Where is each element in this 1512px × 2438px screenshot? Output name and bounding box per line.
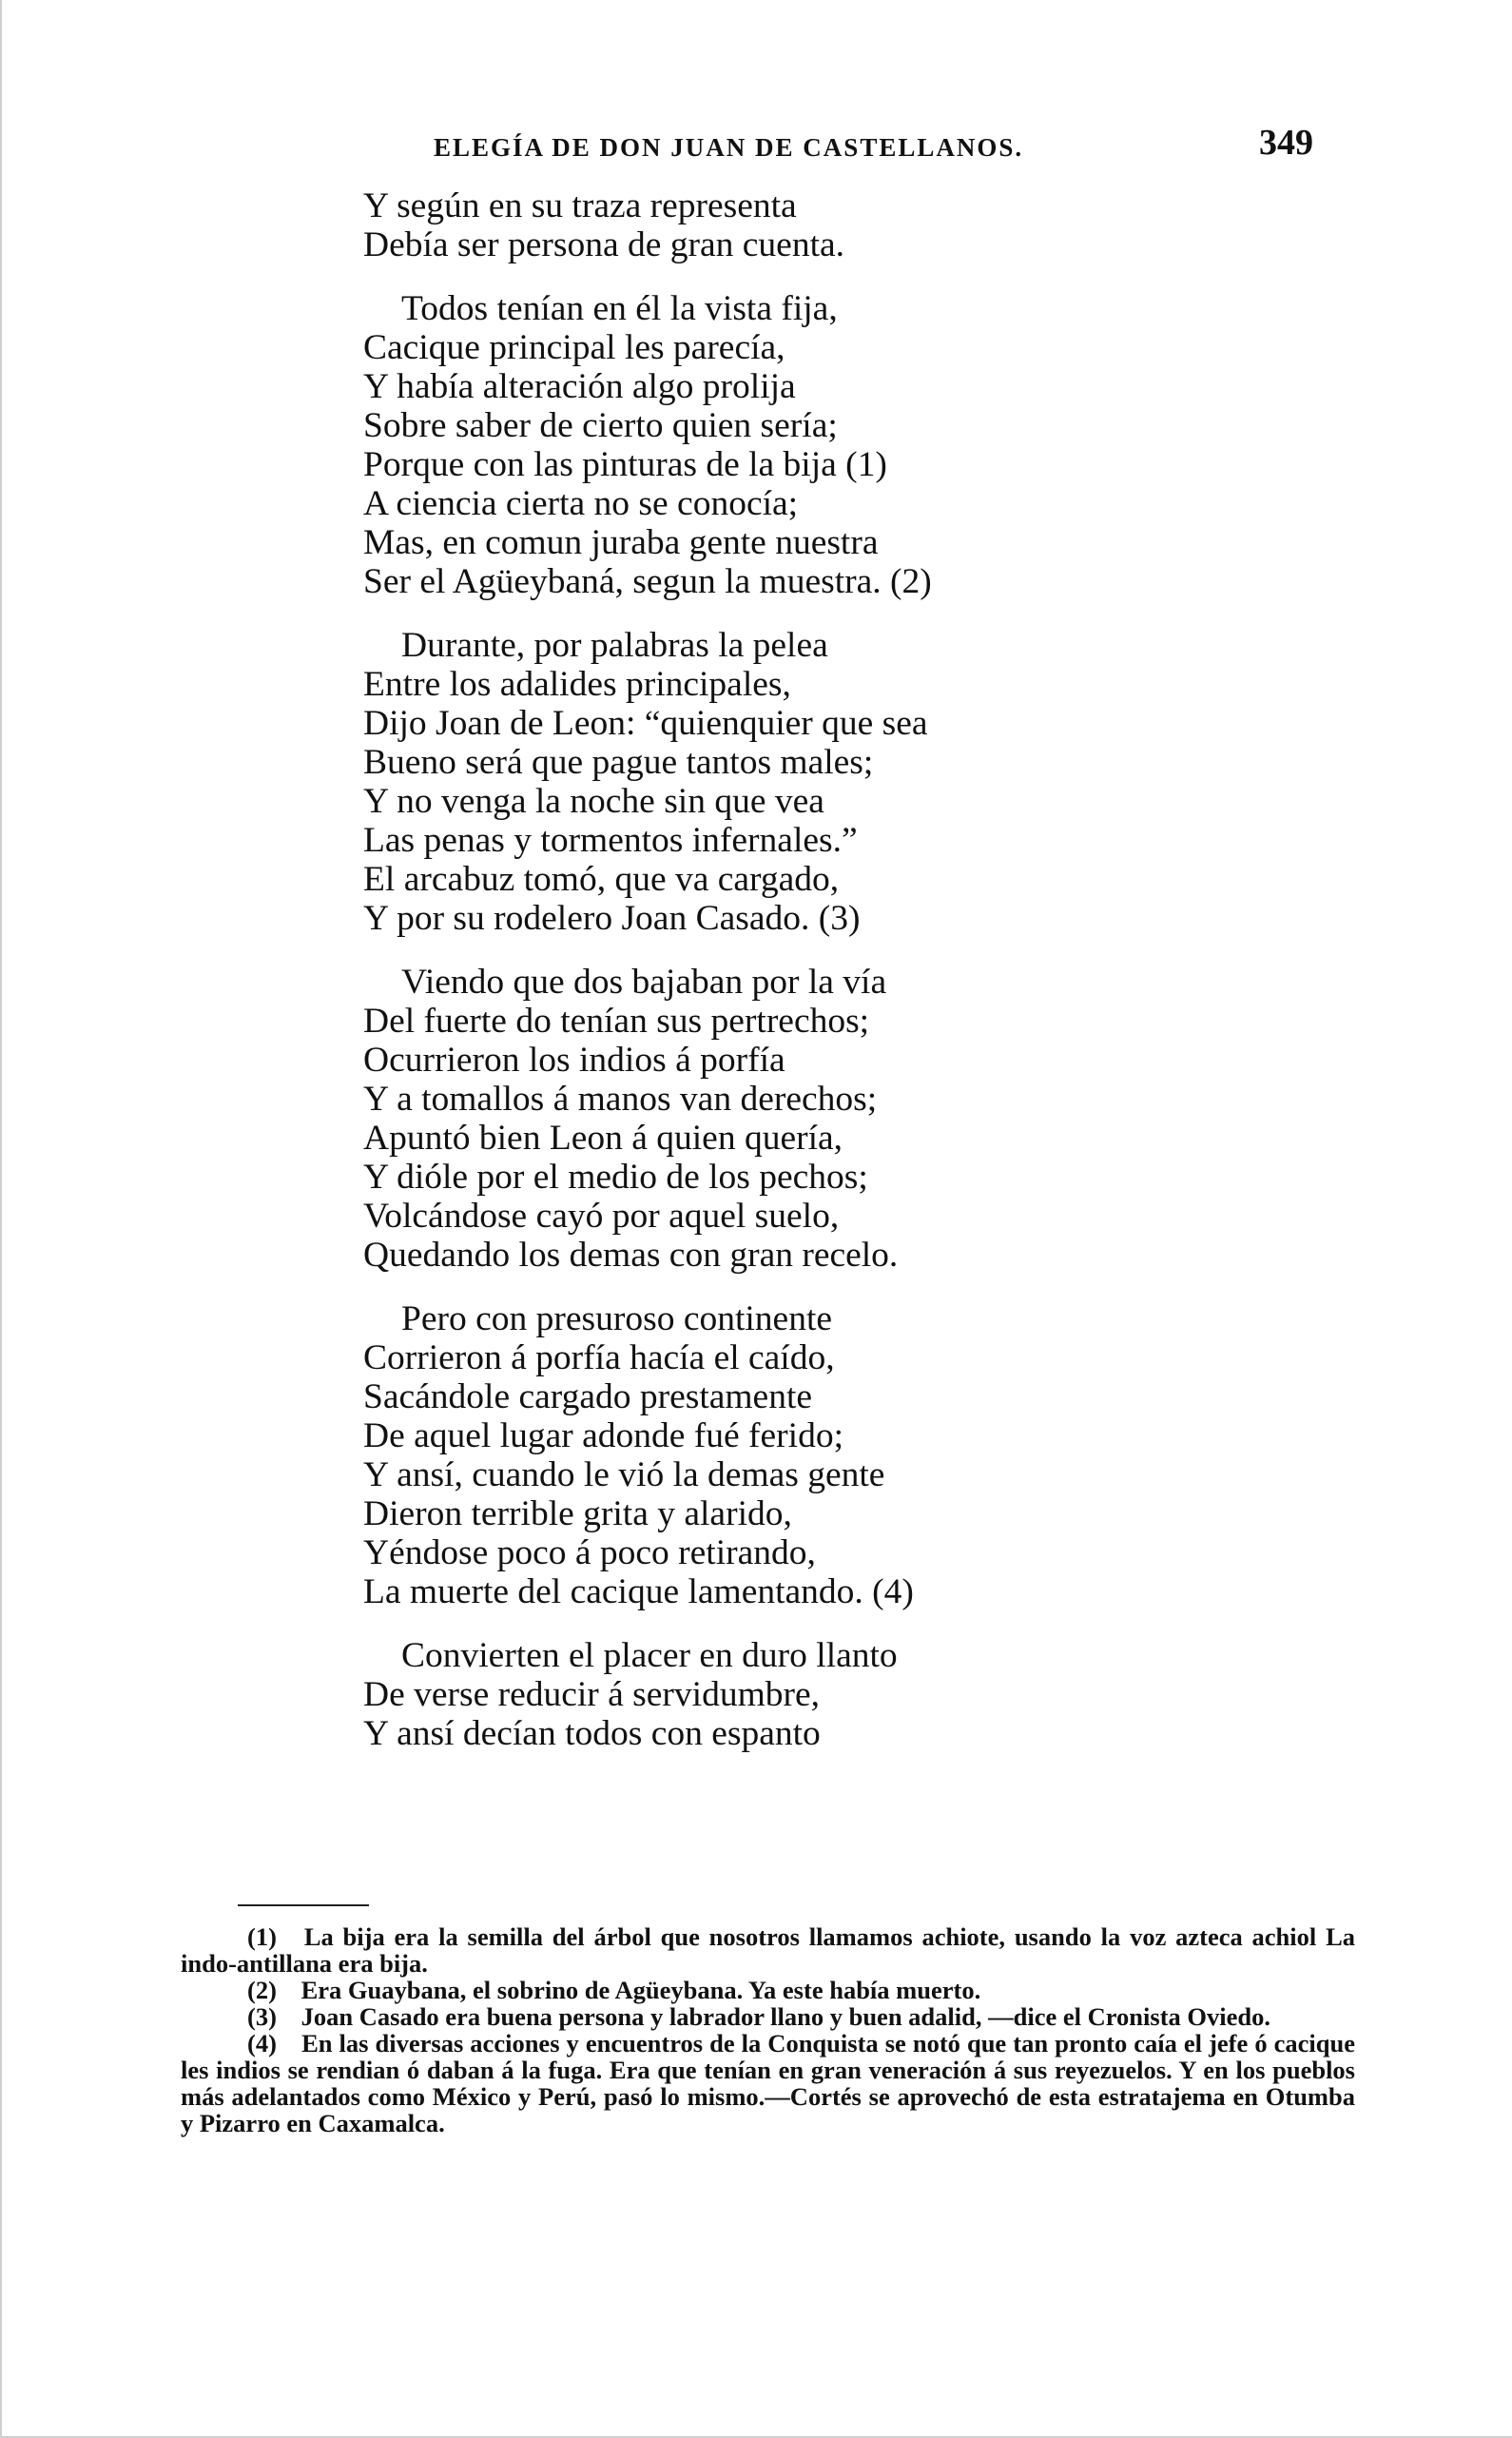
footnote <box>181 2030 1355 2136</box>
verse-line: Y había alteración algo prolija <box>363 367 796 406</box>
verse-line: Quedando los demas con gran recelo. <box>363 1236 899 1275</box>
verse-line: Yéndose poco á poco retirando, <box>363 1533 816 1572</box>
verse-line: Y ansí decían todos con espanto <box>363 1714 821 1753</box>
verse-line: Y no venga la noche sin que vea <box>363 782 824 821</box>
footnote-text: Era Guaybana, el sobrino de Agüeybana. Ya este había muerto. <box>300 1976 981 2004</box>
stanza <box>363 289 1352 601</box>
verse-line: Y por su rodelero Joan Casado. (3) <box>363 899 861 938</box>
running-title: ELEGÍA DE DON JUAN DE CASTELLANOS. <box>434 133 1024 162</box>
footnote-marker: (2) <box>247 1976 277 2004</box>
footnote-text: En las diversas acciones y encuentros de la Conquista se notó que tan pronto caía el jefe ó cacique les indios se rendian ó daban á la fuga. Era que tenían en gran veneración á sus reyezuelos. Y en los pueblos más adelantados como México y Perú, pasó lo mismo.—Cortés se aprovechó de esta estratajema en Otumba y Pizarro en Caxamalca. <box>181 2029 1356 2137</box>
verse-line: Ser el Agüeybaná, segun la muestra. (2) <box>363 562 932 601</box>
poem-body <box>363 186 1352 1778</box>
verse-line: Corrieron á porfía hacía el caído, <box>363 1338 835 1377</box>
verse-line: Todos tenían en él la vista fija, <box>401 289 838 328</box>
stanza <box>363 963 1352 1275</box>
footnote-divider <box>238 1904 369 1906</box>
verse-line: Y a tomallos á manos van derechos; <box>363 1080 878 1119</box>
footnote <box>181 2003 1355 2030</box>
footnote <box>181 1923 1355 1977</box>
footnotes <box>181 1923 1355 2136</box>
page-number: 349 <box>1259 123 1313 163</box>
verse-line: Porque con las pinturas de la bija (1) <box>363 445 887 484</box>
verse-line: De aquel lugar adonde fué ferido; <box>363 1416 843 1455</box>
stanza <box>363 186 1352 264</box>
verse-line: Apuntó bien Leon á quien quería, <box>363 1119 843 1158</box>
verse-line: Cacique principal les parecía, <box>363 328 785 367</box>
verse-line: Ocurrieron los indios á porfía <box>363 1041 785 1080</box>
stanza <box>363 626 1352 938</box>
stanza <box>363 1299 1352 1611</box>
verse-line: Debía ser persona de gran cuenta. <box>363 225 845 264</box>
verse-line: A ciencia cierta no se conocía; <box>363 484 799 523</box>
stanza <box>363 1636 1352 1753</box>
verse-line: Durante, por palabras la pelea <box>401 626 828 665</box>
verse-line: Y ansí, cuando le vió la demas gente <box>363 1455 885 1494</box>
verse-line: Y según en su traza representa <box>363 186 797 225</box>
verse-line: Viendo que dos bajaban por la vía <box>401 963 887 1002</box>
verse-line: El arcabuz tomó, que va cargado, <box>363 860 840 899</box>
footnote <box>181 1977 1355 2003</box>
footnote-marker: (3) <box>247 2002 277 2031</box>
verse-line: Entre los adalides principales, <box>363 665 791 704</box>
footnote-text: Joan Casado era buena persona y labrador llano y buen adalid, —dice el Cronista Oviedo. <box>300 2002 1271 2031</box>
verse-line: Convierten el placer en duro llanto <box>401 1636 898 1675</box>
verse-line: Sacándole cargado prestamente <box>363 1377 813 1416</box>
verse-line: Y dióle por el medio de los pechos; <box>363 1158 868 1197</box>
verse-line: Del fuerte do tenían sus pertrechos; <box>363 1002 870 1041</box>
verse-line: Mas, en comun juraba gente nuestra <box>363 523 879 562</box>
footnote-text: La bija era la semilla del árbol que nosotros llamamos achiote, usando la voz azteca achiol La indo-antillana era bija. <box>181 1922 1355 1978</box>
verse-line: De verse reducir á servidumbre, <box>363 1675 820 1714</box>
verse-line: Dijo Joan de Leon: “quienquier que sea <box>363 704 928 743</box>
verse-line: Volcándose cayó por aquel suelo, <box>363 1197 840 1236</box>
verse-line: Pero con presuroso continente <box>401 1299 833 1338</box>
footnote-marker: (4) <box>247 2029 277 2058</box>
verse-line: Sobre saber de cierto quien sería; <box>363 406 838 445</box>
verse-line: Dieron terrible grita y alarido, <box>363 1494 792 1533</box>
footnote-marker: (1) <box>247 1922 277 1951</box>
verse-line: Las penas y tormentos infernales.” <box>363 821 858 860</box>
verse-line: La muerte del cacique lamentando. (4) <box>363 1572 914 1611</box>
verse-line: Bueno será que pague tantos males; <box>363 743 874 782</box>
